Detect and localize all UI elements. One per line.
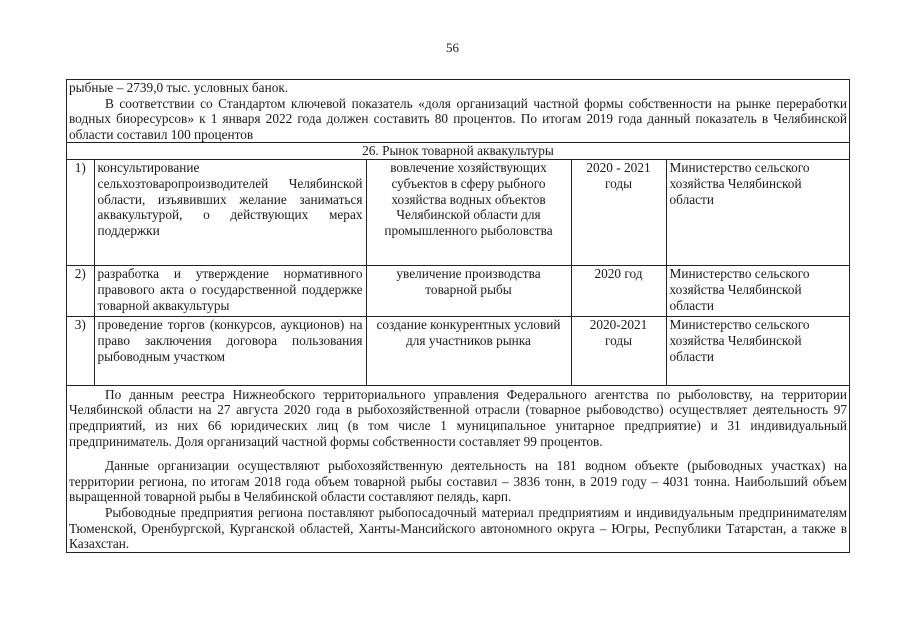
- intro-paragraph: В соответствии со Стандартом ключевой показатель «доля организаций частной формы собственности на рынке переработки водных биоресурсов» к 1 января 2022 года должен составить 80 процентов. По итогам 2019 года данный показатель в Челябинской области составил 100 процентов: [69, 95, 847, 142]
- closing-paragraph: Рыбоводные предприятия региона поставляют рыбопосадочный материал предприятиям и индивидуальным предпринимателям Тюменской, Оренбургской, Курганской областей, Ханты-Мансийского автономного округа – Югры, Республики Татарстан, а также в Казахстан.: [69, 505, 847, 552]
- row-number: 1): [67, 160, 94, 266]
- row-result: увеличение производства товарной рыбы: [366, 266, 571, 317]
- row-number: 3): [67, 317, 94, 385]
- closing-paragraph: По данным реестра Нижнеобского территориального управления Федерального агентства по рыболовству, на территории Челябинской области на 27 августа 2020 года в рыбохозяйственной отрасли (товарное рыбоводство) осуществляет деятельность 97 предприятий, из них 66 юридических лиц (в том числе 1 муниципальное унитарное предприятие) и 31 индивидуальный предприниматель. Доля организаций частной формы собственности составляет 99 процентов.: [69, 386, 847, 449]
- document-frame: [66, 79, 850, 553]
- row-executor: Министерство сельского хозяйства Челябинской области: [666, 160, 849, 266]
- row-executor: Министерство сельского хозяйства Челябинской области: [666, 317, 849, 385]
- row-activity: разработка и утверждение нормативного правового акта о государственной поддержке товарной аквакультуры: [94, 266, 366, 317]
- section-title: 26. Рынок товарной аквакультуры: [67, 142, 849, 159]
- page-number: 56: [446, 40, 459, 55]
- row-term: 2020 - 2021 годы: [571, 160, 666, 266]
- row-result: вовлечение хозяйствующих субъектов в сферу рыбного хозяйства водных объектов Челябинской области для промышленного рыболовства: [366, 160, 571, 266]
- intro-line: рыбные – 2739,0 тыс. условных банок.: [69, 80, 289, 95]
- row-number: 2): [67, 266, 94, 317]
- row-activity: проведение торгов (конкурсов, аукционов) на право заключения договора пользования рыбоводным участком: [94, 317, 366, 385]
- row-activity: консультирование сельхозтоваропроизводителей Челябинской области, изъявивших желание заниматься аквакультурой, о действующих мерах поддержки: [94, 160, 366, 266]
- row-term: 2020 год: [571, 266, 666, 317]
- closing-block: [67, 385, 849, 552]
- table-row: [67, 160, 849, 266]
- row-executor: Министерство сельского хозяйства Челябинской области: [666, 266, 849, 317]
- row-term: 2020-2021 годы: [571, 317, 666, 385]
- table-row: [67, 317, 849, 385]
- measures-table: [67, 159, 849, 385]
- closing-paragraph: Данные организации осуществляют рыбохозяйственную деятельность на 181 водном объекте (рыбоводных участках) на территории региона, по итогам 2018 года объем товарной рыбы составил – 3836 тонн, в 2019 году – 4031 тонна. Наибольший объем выращенной товарной рыбы в Челябинской области составляют пелядь, карп.: [69, 458, 847, 505]
- intro-block: [67, 80, 849, 142]
- row-result: создание конкурентных условий для участников рынка: [366, 317, 571, 385]
- table-row: [67, 266, 849, 317]
